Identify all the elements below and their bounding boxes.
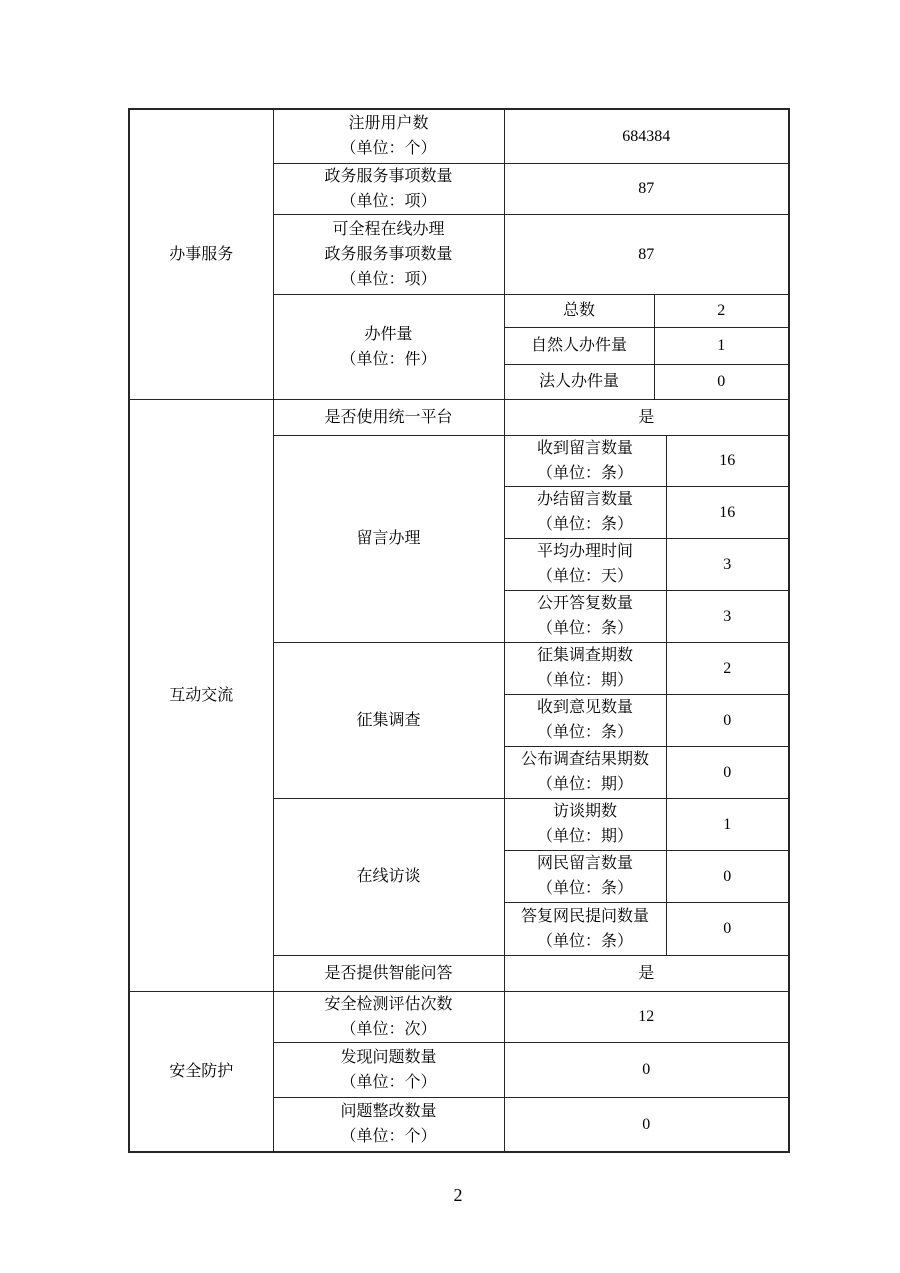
item-label: 政务服务事项数量 bbox=[324, 167, 453, 185]
item-label-cell: 是否使用统一平台 bbox=[273, 399, 504, 435]
subitem-label-cell bbox=[504, 590, 666, 642]
subitem-label: 网民留言数量 bbox=[536, 855, 633, 872]
item-label-cell bbox=[273, 1097, 504, 1152]
report-table bbox=[128, 108, 790, 1153]
subitem-label: 征集调查期数 bbox=[536, 647, 633, 664]
item-value-cell: 是 bbox=[504, 955, 789, 991]
subitem-value-cell: 2 bbox=[654, 294, 789, 327]
group-label-cell: 在线访谈 bbox=[273, 798, 504, 955]
subitem-label-cell: 总数 bbox=[504, 294, 654, 327]
subitem-label-cell bbox=[504, 902, 666, 955]
subitem-label: 收到意见数量 bbox=[536, 699, 633, 716]
subitem-label-cell: 法人办件量 bbox=[504, 364, 654, 399]
subitem-unit: （单位：条） bbox=[536, 724, 633, 741]
item-value-cell: 87 bbox=[504, 163, 789, 214]
item-value-cell: 87 bbox=[504, 214, 789, 294]
item-unit: （单位：次） bbox=[340, 1020, 437, 1038]
item-value-cell: 684384 bbox=[504, 109, 789, 163]
subitem-label: 公布调查结果期数 bbox=[520, 751, 649, 768]
item-unit: （单位：个） bbox=[340, 1128, 437, 1146]
item-label: 发现问题数量 bbox=[340, 1048, 437, 1066]
subitem-label-cell bbox=[504, 538, 666, 590]
subitem-unit: （单位：条） bbox=[536, 880, 633, 897]
item-label-cell bbox=[273, 1042, 504, 1097]
subitem-label: 公开答复数量 bbox=[536, 595, 633, 612]
group-unit: （单位：件） bbox=[340, 350, 437, 368]
item-unit: （单位：个） bbox=[340, 140, 437, 158]
subitem-label: 访谈期数 bbox=[552, 803, 617, 820]
subitem-value-cell: 0 bbox=[666, 902, 789, 955]
subitem-value-cell: 1 bbox=[666, 798, 789, 850]
item-label: 问题整改数量 bbox=[340, 1103, 437, 1121]
subitem-value-cell: 0 bbox=[666, 694, 789, 746]
subitem-value-cell: 0 bbox=[666, 850, 789, 902]
category-cell-security: 安全防护 bbox=[129, 991, 273, 1152]
subitem-label-cell: 自然人办件量 bbox=[504, 327, 654, 364]
table-row bbox=[129, 399, 789, 435]
subitem-value-cell: 16 bbox=[666, 486, 789, 538]
subitem-label-cell bbox=[504, 486, 666, 538]
subitem-label: 答复网民提问数量 bbox=[520, 907, 649, 925]
item-label-cell bbox=[273, 214, 504, 294]
subitem-unit: （单位：期） bbox=[536, 776, 633, 793]
item-label: 政务服务事项数量 bbox=[324, 245, 453, 263]
subitem-value-cell: 2 bbox=[666, 642, 789, 694]
subitem-unit: （单位：期） bbox=[536, 672, 633, 689]
subitem-label-cell bbox=[504, 850, 666, 902]
subitem-unit: （单位：条） bbox=[536, 516, 633, 533]
item-unit: （单位：个） bbox=[340, 1073, 437, 1091]
group-label-cell: 留言办理 bbox=[273, 435, 504, 642]
subitem-value-cell: 3 bbox=[666, 590, 789, 642]
item-value-cell: 0 bbox=[504, 1042, 789, 1097]
category-cell-interaction: 互动交流 bbox=[129, 399, 273, 991]
page-number: 2 bbox=[453, 1185, 463, 1205]
subitem-unit: （单位：条） bbox=[536, 620, 633, 637]
item-value-cell: 是 bbox=[504, 399, 789, 435]
subitem-unit: （单位：期） bbox=[536, 828, 633, 845]
subitem-unit: （单位：条） bbox=[536, 464, 633, 482]
item-label: 可全程在线办理 bbox=[332, 220, 445, 238]
item-unit: （单位：项） bbox=[340, 192, 437, 210]
item-value-cell: 0 bbox=[504, 1097, 789, 1152]
subitem-value-cell: 0 bbox=[666, 746, 789, 798]
subitem-label: 收到留言数量 bbox=[536, 439, 633, 457]
item-label-cell bbox=[273, 163, 504, 214]
item-label-cell bbox=[273, 109, 504, 163]
subitem-label-cell bbox=[504, 435, 666, 486]
subitem-unit: （单位：天） bbox=[536, 568, 633, 585]
subitem-unit: （单位：条） bbox=[536, 932, 633, 950]
subitem-label-cell bbox=[504, 746, 666, 798]
subitem-label-cell bbox=[504, 642, 666, 694]
subitem-label: 办结留言数量 bbox=[536, 491, 633, 508]
subitem-value-cell: 3 bbox=[666, 538, 789, 590]
item-label-cell: 是否提供智能问答 bbox=[273, 955, 504, 991]
item-label-cell bbox=[273, 991, 504, 1042]
subitem-label: 平均办理时间 bbox=[536, 543, 633, 560]
subitem-value-cell: 0 bbox=[654, 364, 789, 399]
subitem-value-cell: 1 bbox=[654, 327, 789, 364]
item-unit: （单位：项） bbox=[340, 270, 437, 288]
table-row bbox=[129, 109, 789, 163]
subitem-label-cell bbox=[504, 694, 666, 746]
item-value-cell: 12 bbox=[504, 991, 789, 1042]
table-row bbox=[129, 991, 789, 1042]
subitem-label-cell bbox=[504, 798, 666, 850]
group-label: 办件量 bbox=[364, 325, 413, 343]
item-label: 注册用户数 bbox=[348, 115, 429, 133]
item-label: 安全检测评估次数 bbox=[324, 995, 453, 1013]
group-label-cell bbox=[273, 294, 504, 399]
category-cell-service: 办事服务 bbox=[129, 109, 273, 399]
group-label-cell: 征集调查 bbox=[273, 642, 504, 798]
subitem-value-cell: 16 bbox=[666, 435, 789, 486]
